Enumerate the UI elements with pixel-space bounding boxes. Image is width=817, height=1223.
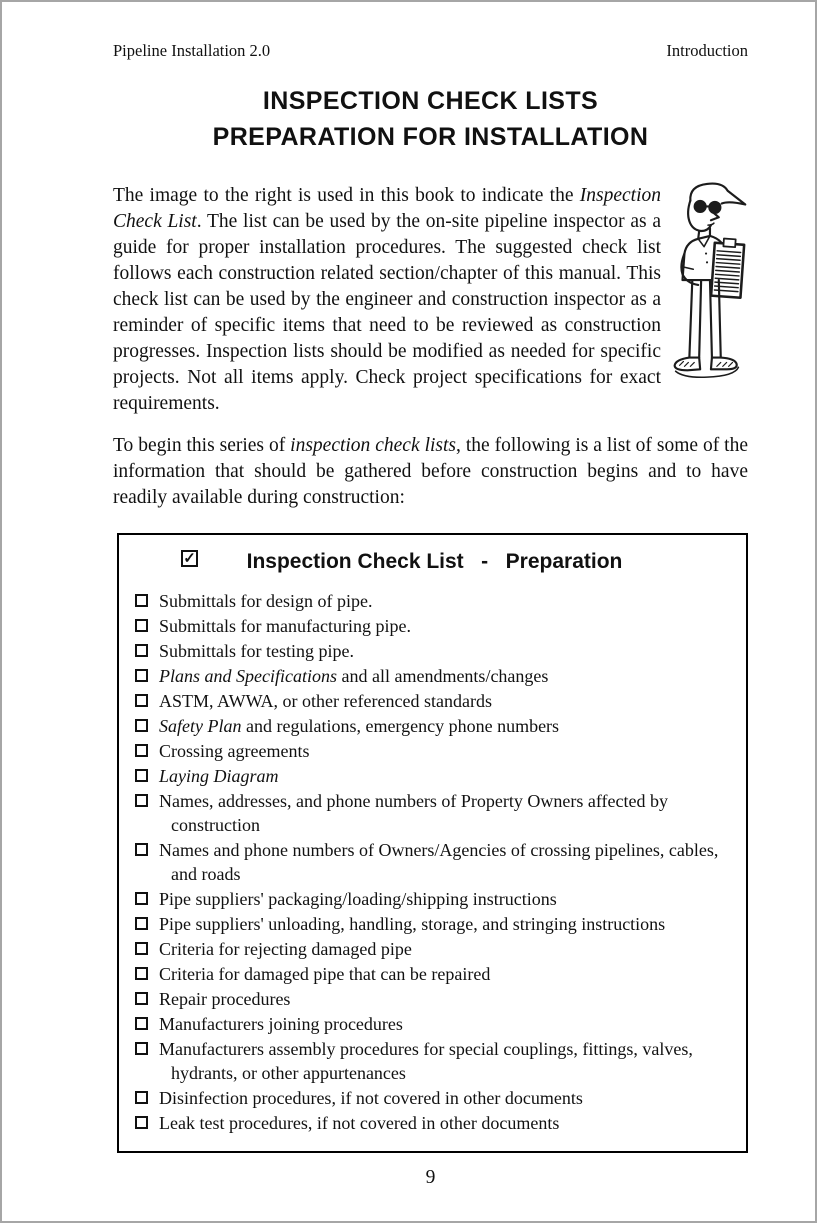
checklist-item-label: Manufacturers assembly procedures for special couplings, fittings, valves, hydrants, or other appurtenances (159, 1039, 693, 1083)
checkbox-icon (135, 992, 148, 1005)
page-title-line1: INSPECTION CHECK LISTS (262, 87, 599, 115)
checklist-item (135, 887, 734, 911)
checklist-item-label: Crossing agreements (159, 741, 310, 761)
checklist-item (135, 689, 734, 713)
checklist-item (135, 1086, 734, 1110)
checklist-item-label: Plans and Specifications and all amendments/changes (159, 666, 549, 686)
checklist-title: Inspection Check List - Preparation (246, 550, 623, 573)
checklist-item-label: Criteria for damaged pipe that can be repaired (159, 964, 491, 984)
checkbox-icon (135, 744, 148, 757)
checklist-item-label: Repair procedures (159, 989, 291, 1009)
checkbox-icon (135, 1042, 148, 1055)
checkbox-icon (135, 1017, 148, 1030)
checklist-item-label: Laying Diagram (159, 766, 279, 786)
checklist-item-label: ASTM, AWWA, or other referenced standards (159, 691, 492, 711)
checklist-item (135, 639, 734, 663)
checkbox-icon (135, 892, 148, 905)
checklist-item (135, 912, 734, 936)
checkbox-icon (135, 917, 148, 930)
inspector-clipboard-illustration (654, 179, 762, 385)
checkbox-icon (135, 644, 148, 657)
checklist-header (135, 547, 734, 579)
page-title-line2: PREPARATION FOR INSTALLATION (212, 123, 649, 151)
checkbox-icon (135, 619, 148, 632)
checkbox-icon (135, 942, 148, 955)
checklist-item-label: Disinfection procedures, if not covered in other documents (159, 1088, 583, 1108)
checkbox-icon (135, 669, 148, 682)
checklist-item (135, 764, 734, 788)
checkbox-icon (135, 594, 148, 607)
checkbox-icon (135, 769, 148, 782)
checklist-item-label: Leak test procedures, if not covered in other documents (159, 1113, 560, 1133)
checklist-item (135, 589, 734, 613)
running-header (113, 40, 748, 61)
checklist-item-label: Criteria for rejecting damaged pipe (159, 939, 412, 959)
page-content (2, 2, 815, 1189)
checklist-item (135, 838, 734, 886)
lead-in-paragraph: To begin this series of inspection check lists, the following is a list of some of the information that should be gathered before construction begins and to have readily available during construction: (113, 435, 748, 508)
header-right-text: Introduction (666, 41, 748, 60)
checklist-item-label: Names, addresses, and phone numbers of Property Owners affected by construction (159, 791, 669, 835)
checklist-item (135, 1012, 734, 1036)
checklist-item (135, 962, 734, 986)
intro-paragraph: The image to the right is used in this book to indicate the Inspection Check List. The list can be used by the on-site pipeline inspector as a guide for proper installation procedures. The suggested check list follows each construction related section/chapter of this manual. This check list can be used by the engineer and construction inspector as a reminder of specific items that need to be reviewed as construction progresses. Inspection lists should be modified as needed for specific projects. Not all items apply. Check project specifications for exact requirements. (113, 185, 661, 414)
checklist-item (135, 714, 734, 738)
checklist-item-label: Submittals for manufacturing pipe. (159, 616, 411, 636)
checklist-item-label: Submittals for testing pipe. (159, 641, 354, 661)
page-title (113, 83, 748, 155)
header-left-text: Pipeline Installation 2.0 (113, 41, 271, 60)
checklist-item (135, 1111, 734, 1135)
checklist-item-label: Submittals for design of pipe. (159, 591, 373, 611)
inspection-checklist-box (117, 533, 748, 1153)
checklist-item-label: Safety Plan and regulations, emergency phone numbers (159, 716, 560, 736)
checkbox-icon (135, 794, 148, 807)
checklist-item (135, 987, 734, 1011)
checklist-item (135, 789, 734, 837)
checklist-item-label: Names and phone numbers of Owners/Agencies of crossing pipelines, cables, and roads (159, 840, 719, 884)
page-number: 9 (425, 1167, 436, 1188)
checkbox-icon (135, 719, 148, 732)
checked-checkbox-icon: ✓ (181, 550, 198, 567)
checklist-item (135, 739, 734, 763)
checklist-items (135, 589, 734, 1135)
intro-section (113, 183, 748, 417)
checklist-item (135, 664, 734, 688)
checklist-item-label: Manufacturers joining procedures (159, 1014, 403, 1034)
checklist-item (135, 1037, 734, 1085)
checkbox-icon (135, 843, 148, 856)
checklist-item (135, 614, 734, 638)
checklist-item (135, 937, 734, 961)
checkbox-icon (135, 1091, 148, 1104)
checklist-item-label: Pipe suppliers' unloading, handling, storage, and stringing instructions (159, 914, 666, 934)
checkbox-icon (135, 694, 148, 707)
checklist-item-label: Pipe suppliers' packaging/loading/shipping instructions (159, 889, 557, 909)
checkbox-icon (135, 1116, 148, 1129)
checkbox-icon (135, 967, 148, 980)
